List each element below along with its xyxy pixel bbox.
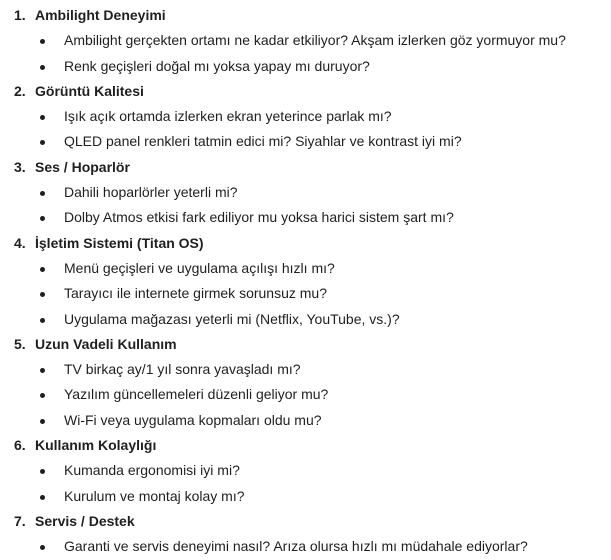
list-section <box>0 231 611 332</box>
bullet-icon <box>40 368 45 373</box>
list-item <box>0 129 611 154</box>
list-item <box>0 104 611 129</box>
list-item <box>0 205 611 230</box>
bullet-icon <box>40 419 45 424</box>
list-item <box>0 534 611 559</box>
section-heading <box>0 155 611 180</box>
bullet-icon <box>40 469 45 474</box>
list-item <box>0 382 611 407</box>
section-title: Ses / Hoparlör <box>35 158 130 175</box>
list-item <box>0 180 611 205</box>
section-title: Servis / Destek <box>35 512 135 529</box>
list-item-text: Menü geçişleri ve uygulama açılışı hızlı mı? <box>64 259 335 276</box>
list-item <box>0 357 611 382</box>
section-title: Kullanım Kolaylığı <box>35 437 157 454</box>
list-section <box>0 433 611 509</box>
list-item-text: Dahili hoparlörler yeterli mi? <box>64 184 238 201</box>
list-item <box>0 54 611 79</box>
list-section <box>0 3 611 79</box>
bullet-icon <box>40 115 45 120</box>
list-section <box>0 155 611 231</box>
list-item-text: Uygulama mağazası yeterli mi (Netflix, YouTube, vs.)? <box>64 310 400 327</box>
section-number: 6. <box>14 437 26 454</box>
list-item-text: QLED panel renkleri tatmin edici mi? Siyahlar ve kontrast iyi mi? <box>64 133 462 150</box>
list-item <box>0 281 611 306</box>
list-item <box>0 484 611 509</box>
list-item-text: Renk geçişleri doğal mı yoksa yapay mı duruyor? <box>64 57 370 74</box>
bullet-icon <box>40 495 45 500</box>
section-heading <box>0 79 611 104</box>
bullet-icon <box>40 292 45 297</box>
section-number: 5. <box>14 335 26 352</box>
list-item <box>0 28 611 53</box>
section-title: İşletim Sistemi (Titan OS) <box>35 234 204 251</box>
list-item-text: Dolby Atmos etkisi fark ediliyor mu yoksa harici sistem şart mı? <box>64 209 454 226</box>
section-heading <box>0 231 611 256</box>
list-item <box>0 458 611 483</box>
list-item-text: Işık açık ortamda izlerken ekran yeterince parlak mı? <box>64 108 392 125</box>
bullet-icon <box>40 545 45 550</box>
section-heading <box>0 433 611 458</box>
section-title: Görüntü Kalitesi <box>35 82 144 99</box>
section-title: Uzun Vadeli Kullanım <box>35 335 177 352</box>
bullet-icon <box>40 393 45 398</box>
section-number: 4. <box>14 234 26 251</box>
section-heading <box>0 332 611 357</box>
list-item-text: Ambilight gerçekten ortamı ne kadar etkiliyor? Akşam izlerken göz yormuyor mu? <box>64 32 566 49</box>
list-item-text: Yazılım güncellemeleri düzenli geliyor mu? <box>64 386 329 403</box>
section-number: 1. <box>14 7 26 23</box>
section-title: Ambilight Deneyimi <box>35 7 166 23</box>
section-number: 2. <box>14 82 26 99</box>
list-item-text: Tarayıcı ile internete girmek sorunsuz mu? <box>64 285 327 302</box>
list-section <box>0 332 611 433</box>
bullet-icon <box>40 318 45 323</box>
list-item <box>0 256 611 281</box>
bullet-icon <box>40 140 45 145</box>
list-item <box>0 408 611 433</box>
bullet-icon <box>40 191 45 196</box>
list-item-text: Kurulum ve montaj kolay mı? <box>64 487 245 504</box>
bullet-icon <box>40 65 45 70</box>
section-heading <box>0 509 611 534</box>
list-item-text: Kumanda ergonomisi iyi mi? <box>64 462 240 479</box>
list-item-text: Garanti ve servis deneyimi nasıl? Arıza olursa hızlı mı müdahale ediyorlar? <box>64 538 528 555</box>
bullet-icon <box>40 216 45 221</box>
section-number: 3. <box>14 158 26 175</box>
list-item <box>0 307 611 332</box>
section-number: 7. <box>14 512 26 529</box>
bullet-icon <box>40 267 45 272</box>
bullet-icon <box>40 39 45 44</box>
list-section <box>0 509 611 560</box>
list-section <box>0 79 611 155</box>
section-heading <box>0 3 611 28</box>
list-item-text: TV birkaç ay/1 yıl sonra yavaşladı mı? <box>64 361 301 378</box>
list-item-text: Wi-Fi veya uygulama kopmaları oldu mu? <box>64 411 322 428</box>
